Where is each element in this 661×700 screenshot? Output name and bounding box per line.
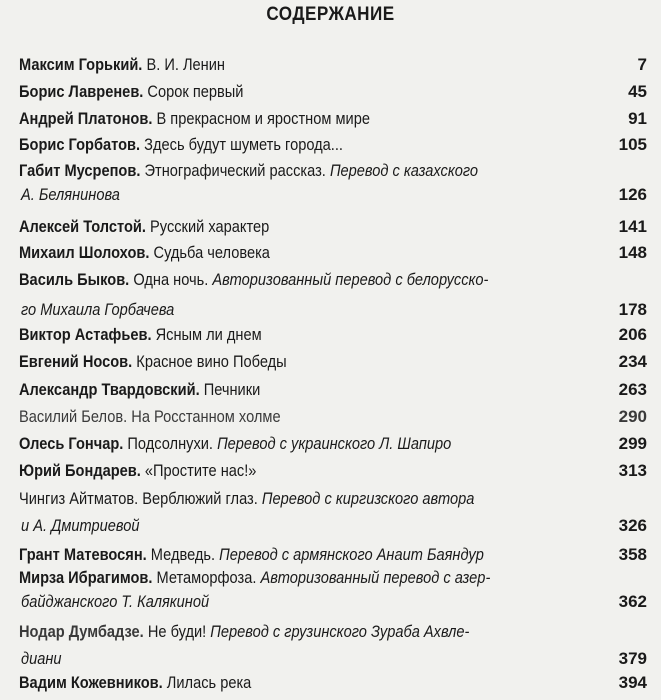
entry-page-number: 290 — [618, 407, 647, 426]
entry-author: Грант Матевосян. — [19, 545, 147, 564]
toc-entry — [19, 432, 647, 456]
entry-author: Андрей Платонов. — [19, 109, 153, 128]
entry-author: Чингиз Айтматов. — [19, 489, 139, 508]
entry-page-number: 358 — [618, 545, 647, 564]
entry-title: Судьба человека — [153, 243, 270, 262]
entry-title: Здесь будут шуметь города... — [144, 135, 343, 154]
entry-title: В прекрасном и яростном мире — [156, 109, 370, 128]
contents-heading: СОДЕРЖАНИЕ — [266, 4, 395, 25]
entry-title: Медведь. — [150, 545, 216, 564]
toc-entry — [19, 671, 647, 695]
entry-page-number: 105 — [618, 135, 647, 154]
entry-translation-note: Перевод с грузинского Зураба Ахвле- — [210, 622, 470, 641]
entry-translation-note: Перевод с украинского Л. Шапиро — [217, 434, 452, 453]
entry-title: Подсолнухи. — [127, 434, 213, 453]
entry-page-number: 126 — [618, 185, 647, 204]
toc-entry — [19, 241, 647, 265]
entry-author: Мирза Ибрагимов. — [19, 568, 153, 587]
entry-title: Лилась река — [166, 673, 252, 692]
entry-page-number: 148 — [618, 243, 647, 262]
toc-entry — [19, 378, 647, 402]
toc-entry — [19, 487, 647, 538]
toc-entry — [19, 268, 647, 322]
entry-title: Верблюжий глаз. — [142, 489, 258, 508]
entry-author: Габит Мусрепов. — [19, 161, 141, 180]
toc-entry — [19, 566, 647, 614]
entry-author: Борис Горбатов. — [19, 135, 141, 154]
entry-translation-note-cont: диани — [21, 649, 62, 668]
entry-page-number: 263 — [618, 380, 647, 399]
entry-page-number: 206 — [618, 325, 647, 344]
toc-entry — [19, 405, 647, 429]
toc-entry — [19, 159, 647, 207]
entry-page-number: 234 — [618, 352, 647, 371]
entry-author: Борис Лавренев. — [19, 82, 144, 101]
entry-title: Метаморфоза. — [156, 568, 257, 587]
toc-entry — [19, 215, 647, 239]
entry-title: «Простите нас!» — [144, 461, 257, 480]
entry-title: Русский характер — [150, 217, 270, 236]
entry-translation-note: Авторизованный перевод с азер- — [260, 568, 491, 587]
entry-title: Одна ночь. — [133, 270, 209, 289]
toc-entry — [19, 323, 647, 347]
entry-author: Виктор Астафьев. — [19, 325, 152, 344]
entry-author: Алексей Толстой. — [19, 217, 146, 236]
entry-page-number: 91 — [628, 109, 647, 128]
entry-translation-note-cont: байджанского Т. Калякиной — [21, 592, 210, 611]
entry-translation-note: Перевод с киргизского автора — [261, 489, 475, 508]
entry-page-number: 362 — [618, 592, 647, 611]
entry-translation-note-cont: и А. Дмитриевой — [21, 516, 140, 535]
entry-translation-note: Авторизованный перевод с белорусско- — [212, 270, 489, 289]
entry-title: Не буди! — [147, 622, 207, 641]
entry-title: Сорок первый — [147, 82, 244, 101]
entry-title: Красное вино Победы — [136, 352, 287, 371]
entry-author: Василь Быков. — [19, 270, 130, 289]
entry-page-number: 45 — [628, 82, 647, 101]
toc-entry — [19, 107, 647, 131]
entry-author: Нодар Думбадзе. — [19, 622, 144, 641]
entry-page-number: 299 — [618, 434, 647, 453]
entry-title: В. И. Ленин — [146, 55, 226, 74]
entry-author: Михаил Шолохов. — [19, 243, 150, 262]
entry-page-number: 7 — [637, 55, 647, 74]
entry-title: Ясным ли днем — [155, 325, 262, 344]
entry-translation-note: Перевод с казахского — [329, 161, 479, 180]
entry-page-number: 313 — [618, 461, 647, 480]
entry-author: Юрий Бондарев. — [19, 461, 141, 480]
entry-author: Олесь Гончар. — [19, 434, 124, 453]
entry-page-number: 394 — [618, 673, 647, 692]
entry-page-number: 178 — [618, 300, 647, 319]
entry-author: Александр Твардовский. — [19, 380, 200, 399]
entry-author: Василий Белов. — [19, 407, 128, 426]
toc-entry — [19, 459, 647, 483]
entry-translation-note-cont: го Михаила Горбачева — [21, 300, 175, 319]
entry-page-number: 141 — [618, 217, 647, 236]
entry-title: Этнографический рассказ. — [144, 161, 326, 180]
toc-entry — [19, 133, 647, 157]
entry-author: Евгений Носов. — [19, 352, 133, 371]
entry-author: Максим Горький. — [19, 55, 143, 74]
entry-translation-note-cont: А. Белянинова — [21, 185, 120, 204]
entry-author: Вадим Кожевников. — [19, 673, 163, 692]
entry-translation-note: Перевод с армянского Анаит Баяндур — [219, 545, 484, 564]
toc-entry — [19, 80, 647, 104]
toc-entry — [19, 543, 647, 567]
entry-page-number: 326 — [618, 516, 647, 535]
entry-title: Печники — [203, 380, 261, 399]
entry-page-number: 379 — [618, 649, 647, 668]
toc-entry — [19, 53, 647, 77]
toc-entry — [19, 350, 647, 374]
entry-title: На Росстанном холме — [131, 407, 281, 426]
toc-entry — [19, 620, 647, 671]
